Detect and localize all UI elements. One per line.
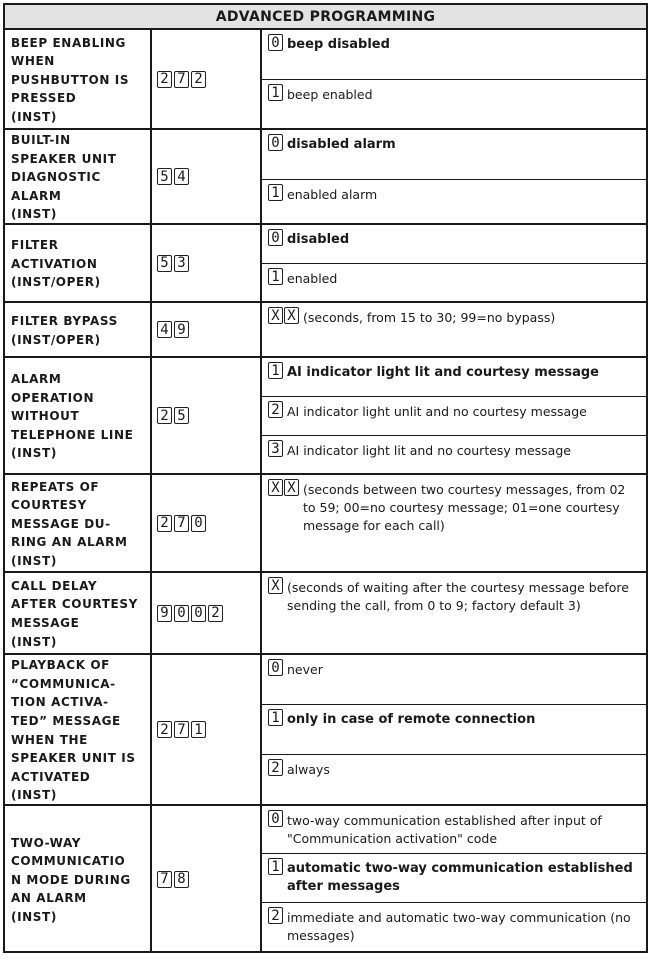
option-keys [268,229,284,246]
option-key: 0 [268,659,283,676]
option-text: AI indicator light lit and no courtesy message [287,443,571,458]
option-item [262,903,646,950]
option-text: enabled [287,271,338,286]
option-text: immediate and automatic two-way communication (no messages) [287,910,631,943]
option-item [262,475,646,571]
option-text: always [287,762,330,777]
option-text: automatic two-way communication established after messages [287,861,633,894]
option-text: disabled alarm [287,137,396,152]
option-key: X [268,577,283,594]
option-key: 1 [268,858,283,875]
code-key: 5 [174,407,189,424]
option-keys [268,907,284,924]
option-item [262,705,646,755]
table-row [5,475,646,573]
option-key: 2 [268,759,283,776]
option-item [262,130,646,180]
option-keys [268,709,284,726]
option-item [262,358,646,397]
option-keys [268,362,284,379]
table-row [5,573,646,655]
code-key: 2 [208,605,223,622]
option-key: 1 [268,184,283,201]
option-keys [268,810,284,827]
parameter-name: ALARM OPERATION WITHOUT TELEPHONE LINE (INST) [5,358,152,473]
option-key: 0 [268,229,283,246]
option-text: never [287,662,323,677]
option-keys [268,479,300,496]
option-item [262,655,646,705]
parameter-code [152,30,262,128]
option-list [262,303,646,356]
code-key: 7 [174,71,189,88]
option-text: beep enabled [287,87,373,102]
table-title: ADVANCED PROGRAMMING [5,5,646,30]
option-text: AI indicator light unlit and no courtesy message [287,404,587,419]
code-key: 7 [174,515,189,532]
option-key: 1 [268,362,283,379]
option-key: X [268,479,283,496]
option-keys [268,84,284,101]
option-keys [268,858,284,875]
option-text: AI indicator light lit and courtesy message [287,365,599,380]
option-keys [268,759,284,776]
option-item [262,225,646,264]
parameter-name: FILTER BYPASS (INST/OPER) [5,303,152,356]
code-key: 9 [174,321,189,338]
option-item [262,303,646,356]
parameter-code [152,130,262,223]
option-key: 0 [268,810,283,827]
option-key: X [284,479,299,496]
parameter-code [152,806,262,952]
option-item [262,573,646,653]
option-item [262,755,646,804]
parameter-name: CALL DELAY AFTER COURTESY MESSAGE (INST) [5,573,152,653]
parameter-code [152,225,262,301]
parameter-code [152,358,262,473]
option-keys [268,34,284,51]
table-row [5,303,646,358]
option-list [262,358,646,473]
option-text: only in case of remote connection [287,712,536,727]
option-list [262,130,646,223]
option-list [262,573,646,653]
parameter-name: FILTER ACTIVATION (INST/OPER) [5,225,152,301]
option-key: 1 [268,268,283,285]
code-key: 0 [174,605,189,622]
code-key: 2 [157,721,172,738]
table-row [5,806,646,952]
option-key: 1 [268,709,283,726]
option-list [262,655,646,804]
table-row [5,30,646,130]
option-item [262,397,646,436]
parameter-name: TWO-WAY COMMUNICATIO N MODE DURING AN ALARM (INST) [5,806,152,952]
option-item [262,30,646,80]
option-item [262,854,646,903]
code-key: 5 [157,168,172,185]
option-item [262,80,646,128]
option-key: 2 [268,907,283,924]
code-key: 5 [157,255,172,272]
option-keys [268,184,284,201]
code-key: 2 [191,71,206,88]
code-key: 3 [174,255,189,272]
parameter-code [152,655,262,804]
option-text: (seconds of waiting after the courtesy message before sending the call, from 0 to 9; factory default 3) [287,580,629,613]
option-keys [268,134,284,151]
parameter-code [152,475,262,571]
option-item [262,806,646,854]
parameter-name: PLAYBACK OF “COMMUNICA- TION ACTIVA- TED” MESSAGE WHEN THE SPEAKER UNIT IS ACTIVATED (INST) [5,655,152,804]
table-row [5,655,646,806]
code-key: 2 [157,515,172,532]
option-text: enabled alarm [287,187,378,202]
table-row [5,225,646,303]
option-list [262,806,646,952]
parameter-name: BEEP ENABLING WHEN PUSHBUTTON IS PRESSED (INST) [5,30,152,128]
code-key: 1 [191,721,206,738]
code-key: 4 [157,321,172,338]
option-key: 0 [268,34,283,51]
option-keys [268,268,284,285]
option-keys [268,659,284,676]
parameter-code [152,573,262,653]
option-key: 0 [268,134,283,151]
code-key: 7 [174,721,189,738]
option-list [262,225,646,301]
option-key: 3 [268,440,283,457]
code-key: 0 [191,605,206,622]
code-key: 2 [157,71,172,88]
code-key: 9 [157,605,172,622]
option-text: two-way communication established after input of "Communication activation" code [287,813,602,846]
code-key: 4 [174,168,189,185]
code-key: 7 [157,871,172,888]
option-item [262,180,646,223]
option-keys [268,440,284,457]
advanced-programming-table [3,3,648,953]
table-row [5,358,646,475]
code-key: 2 [157,407,172,424]
code-key: 8 [174,871,189,888]
option-text: (seconds between two courtesy messages, from 02 to 59; 00=no courtesy message; 01=one courtesy message for each call) [303,482,626,533]
option-keys [268,307,300,324]
option-keys [268,577,284,594]
option-keys [268,401,284,418]
parameter-name: BUILT-IN SPEAKER UNIT DIAGNOSTIC ALARM (INST) [5,130,152,223]
option-text: (seconds, from 15 to 30; 99=no bypass) [303,310,556,325]
option-key: 1 [268,84,283,101]
code-key: 0 [191,515,206,532]
table-row [5,130,646,225]
option-key: 2 [268,401,283,418]
option-item [262,264,646,301]
parameter-code [152,303,262,356]
table-body [5,30,646,952]
option-key: X [284,307,299,324]
option-item [262,436,646,473]
option-list [262,30,646,128]
parameter-name: REPEATS OF COURTESY MESSAGE DU- RING AN ALARM (INST) [5,475,152,571]
option-text: beep disabled [287,37,390,52]
option-text: disabled [287,232,350,247]
option-list [262,475,646,571]
option-key: X [268,307,283,324]
